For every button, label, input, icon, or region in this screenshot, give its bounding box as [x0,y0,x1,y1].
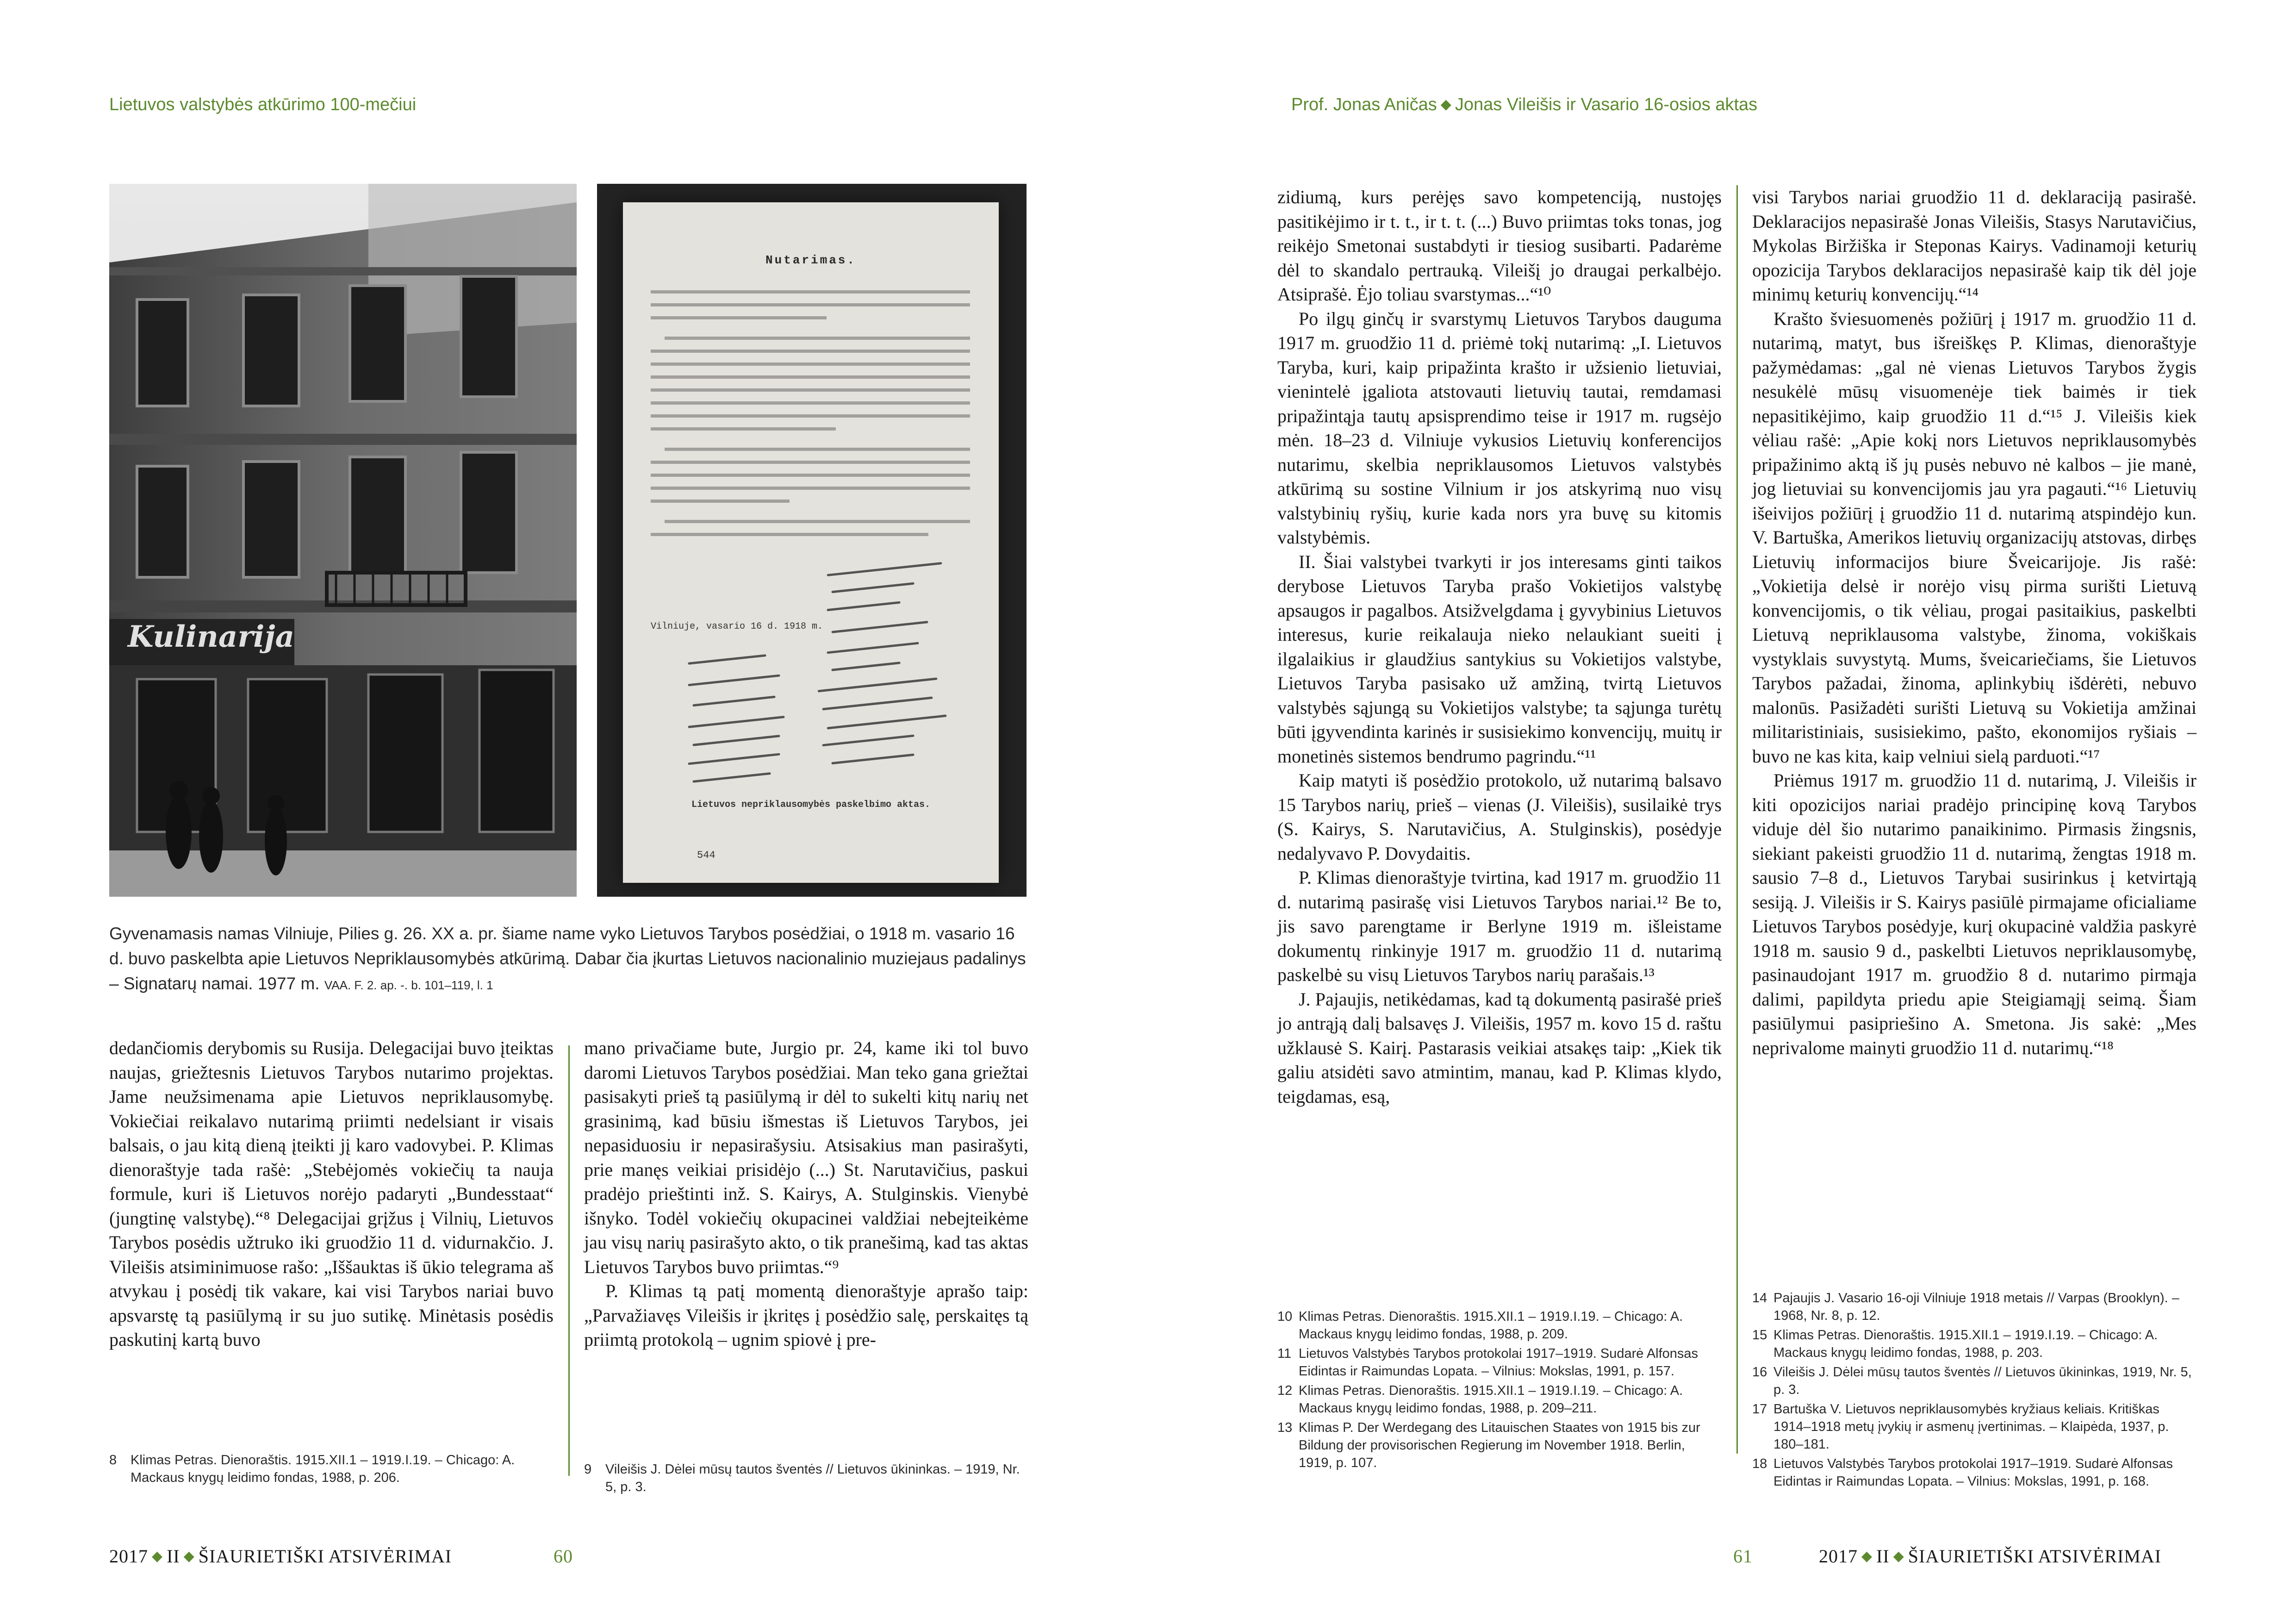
footnote: 16 Vileišis J. Dėlei mūsų tautos šventės // Lietuvos ūkininkas, 1919, Nr. 5, p. 3. [1752,1365,2192,1397]
page60-footnotes-1 [109,1451,554,1488]
footnote: 18 Lietuvos Valstybės Tarybos protokolai 1917–1919. Sudarė Alfonsas Eidintas ir Raimundas Lopata. – Vilnius: Mokslas, 1991, p. 168. [1752,1456,2173,1489]
document-paper [623,202,999,883]
document-page-number: 544 [697,849,716,861]
diamond-icon: ◆ [1893,1549,1904,1564]
paragraph: zidiumą, kurs perėjęs savo kompetenciją, nustojęs pasitikėjimo ir t. t., ir t. t. (...) Buvo priimtas toks tonas, jog reikėjo Smetonai sustabdyti ir tiesiog susibarti. Padarėme dėl to skandalo pertrauką. Vileišį jo draugai perkalbėjo. Atsiprašė. Ėjo toliau svarstymas...“¹⁰ [1277,187,1722,305]
document-footer-line: Lietuvos nepriklausomybės paskelbimo aktas. [691,800,931,810]
header-article-title: Jonas Vileišis ir Vasario 16-osios aktas [1455,95,1758,114]
page61-footnotes-1 [1277,1308,1722,1474]
page-number-60: 60 [554,1546,573,1567]
paragraph: P. Klimas dienoraštyje tvirtina, kad 1917 m. gruodžio 11 d. nutarimą pasirašę visi Lietuvos Tarybos nariai.¹² Be to, jis savo parengtame ir Berlyne 1919 m. išleistame dokumentų rinkinyje 1917 m. gruodžio 11 d. nutarimą paskelbė su visų Lietuvos Tarybos narių parašais.¹³ [1277,867,1722,985]
footer-issue: II [167,1546,180,1567]
footer-issue: II [1876,1546,1890,1567]
photo-caption [109,921,1030,998]
page61-footnotes-2 [1752,1289,2196,1492]
caption-source: VAA. F. 2. ap. -. b. 101–119, l. 1 [324,978,493,992]
page-number-61: 61 [1733,1546,1753,1567]
caption-text: Gyvenamasis namas Vilniuje, Pilies g. 26. XX a. pr. šiame name vyko Lietuvos Tarybos posėdžiai, o 1918 m. vasario 16 d. buvo paskelbta apie Lietuvos Nepriklausomybės atkūrimą. Dabar čia įkurtas Lietuvos nacionalinio muziejaus padalinys – Signatarų namai. 1977 m. [109,924,1026,993]
paragraph: J. Pajaujis, netikėdamas, kad tą dokumentą pasirašė prieš jo antrąją dalį balsavęs J. Vileišis, 1957 m. kovo 15 d. raštu užklausė S. Kairį. Pastarasis veikiai atsakęs taip: „Kiek tik galiu atsidėti savo atmintim, manau, kad P. Klimas klydo, teigdamas, esą, [1277,988,1722,1107]
footnote: 11 Lietuvos Valstybės Tarybos protokolai 1917–1919. Sudarė Alfonsas Eidintas ir Raimundas Lopata. – Vilnius: Mokslas, 1991, p. 157. [1277,1346,1699,1379]
diamond-icon: ◆ [152,1549,163,1564]
paragraph: Kaip matyti iš posėdžio protokolo, už nutarimą balsavo 15 Tarybos narių, prieš – vienas (J. Vileišis), susilaikė trys (S. Kairys, S. Narutavičius, A. Stulginskis), posėdyje nedalyvavo P. Dovydaitis. [1277,770,1722,864]
paragraph: II. Šiai valstybei tvarkyti ir jos interesams ginti taikos derybose Lietuvos Taryba prašo Vokietijos valstybę apsaugos ir pagalbos. Atsižvelgdama į gyvybinius Lietuvos interesus, kurie reikalauja nieko nelaukiant sueiti į ilgalaikius ir glaudžius santykius su Vokietijos valstybe, Lietuvos Taryba pasisako už amžiną, tvirtą Lietuvos valstybės sąjungą su Vokietijos valstybe; ta sąjunga turėtų būti įgyvendinta karinės ir susisiekimo konvencijų, muitų ir monetinės sistemos bendrumo pagrindu.“¹¹ [1277,551,1722,767]
footnote: 9 Vileišis J. Dėlei mūsų tautos šventės // Lietuvos ūkininkas. – 1919, Nr. 5, p. 3. [584,1462,1020,1494]
footer-journal: ŠIAURIETIŠKI ATSIVĖRIMAI [198,1546,452,1567]
footnote: 15 Klimas Petras. Dienoraštis. 1915.XII.1 – 1919.I.19. – Chicago: A. Mackaus knygų leidimo fondas, 1988, p. 203. [1752,1328,2158,1360]
page60-footnotes-2 [584,1461,1028,1498]
diamond-icon: ◆ [183,1549,195,1564]
running-header-left: Lietuvos valstybės atkūrimo 100-mečiui [109,95,417,114]
diamond-icon: ◆ [1861,1549,1873,1564]
paragraph: Priėmus 1917 m. gruodžio 11 d. nutarimą, J. Vileišis ir kiti opozicijos nariai pradėjo principinę kovą Tarybos viduje dėl šio nutarimo panaikinimo. Pirmasis žingsnis, siekiant pakeisti gruodžio 11 d. nutarimą, žengtas 1918 m. sausio 7–8 d., Lietuvos Tarybai susirinkus į ketvirtąją sesiją. J. Vileišis ir S. Kairys pasiūlė pirmajame oficialiame Lietuvos Tarybos posėdyje, kurį okupacinė valdžia paskyrė 1918 m. sausio 9 d., paskelbti Lietuvos nepriklausomybę, pasinaudojant 1917 m. gruodžio 8 d. nutarimo pirmąja dalimi, papildyta priedu apie Steigiamąjį seimą. Šiam pasiūlymui pasipriešino A. Smetona. Jis sakė: „Mes neprivalome mainyti gruodžio 11 d. nutarimų.“¹⁸ [1752,770,2196,1058]
footnote: 12 Klimas Petras. Dienoraštis. 1915.XII.1 – 1919.I.19. – Chicago: A. Mackaus knygų leidimo fondas, 1988, p. 209–211. [1277,1383,1683,1416]
footnote: 8 Klimas Petras. Dienoraštis. 1915.XII.1 – 1919.I.19. – Chicago: A. Mackaus knygų leidimo fondas, 1988, p. 206. [109,1453,515,1485]
footer-journal: ŠIAURIETIŠKI ATSIVĖRIMAI [1908,1546,2162,1567]
footnote: 14 Pajaujis J. Vasario 16-oji Vilniuje 1918 metais // Varpas (Brooklyn). – 1968, Nr. 8, p. 12. [1752,1291,2179,1323]
paragraph: mano privačiame bute, Jurgio pr. 24, kame iki tol buvo daromi Lietuvos Tarybos posėdžiai. Man teko gana griežtai pasisakyti prieš tą pasiūlymą ir dėl to sukelti kitų narių net grasinimą, kad būsiu išmestas iš Lietuvos Tarybos, jei nepasiduosiu ir nepasirašysiu. Atsisakius man pasirašyti, prie manęs veikiai prisidėjo (...) St. Narutavičius, paskui pradėjo prieštinti inž. S. Kairys, A. Stulginskis. Vienybė išnyko. Todėl vokiečių okupacinei valdžiai nebejteikėme jau visų narių pasirašyto akto, o tik pranešimą, kad tas aktas Lietuvos Tarybos buvo priimtas.“⁹ [584,1037,1028,1277]
photo-document [597,184,1027,897]
page61-column-1 [1277,185,1722,1109]
page61-column-2 [1752,185,2196,1060]
footnote: 10 Klimas Petras. Dienoraštis. 1915.XII.1 – 1919.I.19. – Chicago: A. Mackaus knygų leidimo fondas, 1988, p. 209. [1277,1309,1683,1342]
column-divider [568,1045,570,1476]
page60-footer [109,1545,452,1567]
header-author: Prof. Jonas Aničas [1291,95,1437,114]
building-illustration [109,184,577,897]
running-header-right [1291,95,1757,115]
footer-year: 2017 [109,1546,148,1567]
document-title: Nutarimas. [765,253,857,267]
paragraph: visi Tarybos nariai gruodžio 11 d. deklaraciją pasirašė. Deklaracijos nepasirašė Jonas Vileišis, Stasys Narutavičius, Mykolas Biržiška ir Steponas Kairys. Vadinamoji keturių opozicija Tarybos deklaracijos nepasirašė kaip tik dėl joje minimų keturių konvencijų.“¹⁴ [1752,187,2196,305]
page61-footer [1819,1545,2161,1567]
paragraph: dedančiomis derybomis su Rusija. Delegacijai buvo įteiktas naujas, griežtesnis Lietuvos Tarybos nutarimo projektas. Jame neužsimenama apie Lietuvos nepriklausomybę. Vokiečiai reikalavo nutarimą priimti nedelsiant ir visais balsais, o jau kitą dieną įteikti jį karo vadovybei. P. Klimas dienoraštyje tada rašė: „Stebėjomės vokiečių ta nauja formule, kuri iš Lietuvos norėjo padaryti „Bundesstaat“ (jungtinę valstybę).“⁸ Delegacijai grįžus į Vilnių, Lietuvos Tarybos posėdis užtruko iki gruodžio 11 d. vidurnakčio. J. Vileišis atsiminimuose rašo: „Iššauktas iš ūkio telegrama aš atvykau į posėdį tik vakare, kai visi Tarybos nariai buvo apsvarstę tą pasiūlymą ir su juo sutikę. Minėtasis posėdis paskutinį kartą buvo [109,1037,554,1350]
diamond-icon: ◆ [1440,97,1451,112]
page60-column-1 [109,1036,554,1352]
footnote: 17 Bartuška V. Lietuvos nepriklausomybės kryžiaus keliais. Kritiškas 1914–1918 metų įvykių ir asmenų įvertinimas. – Klaipėda, 1937, p. 180–181. [1752,1402,2169,1452]
paragraph: Po ilgų ginčų ir svarstymų Lietuvos Tarybos dauguma 1917 m. gruodžio 11 d. priėmė tokį nutarimą: „I. Lietuvos Taryba, kuri, kaip pripažinta krašto ir užsienio lietuviai, vienintelė įgaliota atstovauti lietuvių tautai, remdamasi pripažintąja tautų apsisprendimo teise ir 1917 m. rugsėjo mėn. 18–23 d. Vilniuje vykusios Lietuvių konferencijos nutarimu, skelbia nepriklausomos Lietuvos valstybės atkūrimą su sostine Vilnium ir jos atskyrimą nuo visų valstybinių ryšių, kurie kada nors yra buvę su kitomis valstybėmis. [1277,308,1722,548]
footnote: 13 Klimas P. Der Werdegang des Litauischen Staates von 1915 bis zur Bildung der provisorischen Regierung im November 1918. Berlin, 1919, p. 107. [1277,1420,1700,1470]
document-date: Vilniuje, vasario 16 d. 1918 m. [651,621,823,632]
shop-sign: Kulinarija [128,619,295,654]
footer-year: 2017 [1819,1546,1858,1567]
photo-building [109,184,577,897]
paragraph: P. Klimas tą patį momentą dienoraštyje aprašo taip: „Parvažiavęs Vileišis ir įkritęs į posėdžio salę, perskaitęs tą priimtą protokolą – ugnim spiovė į pre- [584,1280,1028,1350]
column-divider [1736,185,1738,1454]
paragraph: Krašto šviesuomenės požiūrį į 1917 m. gruodžio 11 d. nutarimą, matyt, bus išreiškęs P. Klimas, dienoraštyje pažymėdamas: „gal nė vienas Lietuvos Tarybos žygis nesukėlė mūsų visuomenėje tiek baimės ir tiek nepasitikėjimo, kaip gruodžio 11 d.“¹⁵ J. Vileišis kiek vėliau rašė: „Apie kokį nors Lietuvos nepriklausomybės pripažinimo aktą iš jų pusės nebuvo nė kalbos – jie manė, jog lietuviai su konvencijomis jau yra pagauti.“¹⁶ Lietuvių išeivijos požiūrį į gruodžio 11 d. nutarimą atspindėjo kun. V. Bartuška, Amerikos lietuvių organizacijų atstovas, dirbęs Lietuvių informacijos biure Šveicarijoje. Jis rašė: „Vokietija delsė ir norėjo visų pirma surišti Lietuvą konvencijomis, o tik vėliau, progai pasitaikius, paskelbti Lietuvą nepriklausoma valstybe, žinoma, vokiškais vystyklais suvystytą. Mums, šveicariečiams, šie Lietuvos Tarybos pažadai, žinoma, aplinkybių išdėrėti, nebuvo malonūs. Pasižadėti surišti Lietuvą su Vokietija amžinai militaristiniais, susisiekimo, pašto, ekonomijos ryšiais – buvo ne kas kita, kaip velniui sielą parduoti.“¹⁷ [1752,308,2196,767]
page60-column-2 [584,1036,1028,1352]
